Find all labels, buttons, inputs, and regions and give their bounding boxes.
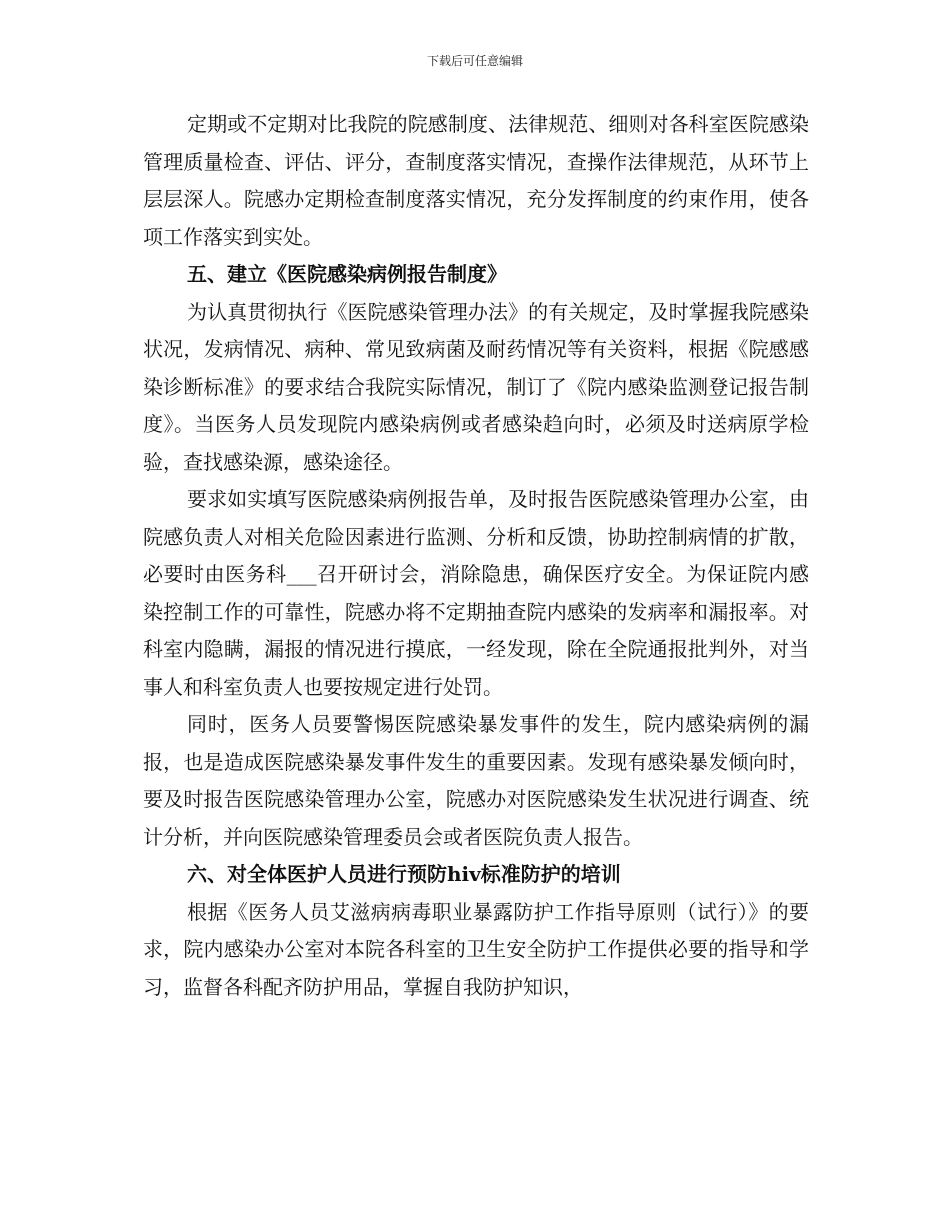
paragraph-1: 定期或不定期对比我院的院感制度、法律规范、细则对各科室医院感染管理质量检查、评估、评分，查制度落实情况，查操作法律规范，从环节上层层深人。院感办定期检查制度落实情况，充分发挥制度的约束作用，使各项工作落实到实处。: [143, 112, 809, 249]
section-heading-6: 六、对全体医护人员进行预防hiv标准防护的培训: [187, 862, 621, 886]
document-body: [143, 106, 809, 1006]
page-header: 下载后可任意编辑: [426, 54, 523, 68]
section-heading-5: 五、建立《医院感染病例报告制度》: [187, 262, 507, 286]
paragraph-3: 要求如实填写医院感染病例报告单，及时报告医院感染管理办公室，由院感负责人对相关危险因素进行监测、分析和反馈，协助控制病情的扩散，必要时由医务科___召开研讨会，消除隐患，确保医疗安全。为保证院内感染控制工作的可靠性，院感办将不定期抽查院内感染的发病率和漏报率。对科室内隐瞒，漏报的情况进行摸底，一经发现，除在全院通报批判外，对当事人和科室负责人也要按规定进行处罚。: [143, 487, 809, 699]
paragraph-2: 为认真贯彻执行《医院感染管理办法》的有关规定，及时掌握我院感染状况，发病情况、病种、常见致病菌及耐药情况等有关资料，根据《院感感染诊断标准》的要求结合我院实际情况，制订了《院内感染监测登记报告制度》。当医务人员发现院内感染病例或者感染趋向时，必须及时送病原学检验，查找感染源，感染途径。: [143, 299, 809, 474]
paragraph-4: 同时，医务人员要警惕医院感染暴发事件的发生，院内感染病例的漏报，也是造成医院感染暴发事件发生的重要因素。发现有感染暴发倾向时，要及时报告医院感染管理办公室，院感办对医院感染发生状况进行调查、统计分析，并向医院感染管理委员会或者医院负责人报告。: [143, 712, 809, 849]
paragraph-5: 根据《医务人员艾滋病病毒职业暴露防护工作指导原则（试行）》的要求，院内感染办公室对本院各科室的卫生安全防护工作提供必要的指导和学习，监督各科配齐防护用品，掌握自我防护知识，: [143, 899, 809, 999]
